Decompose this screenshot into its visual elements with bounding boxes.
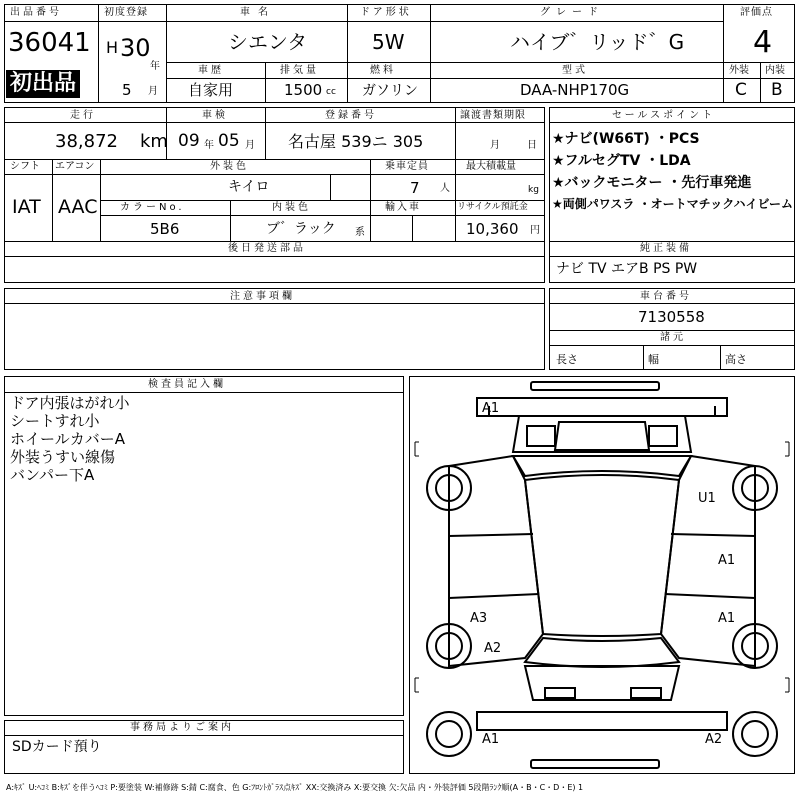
reg-year: 30 <box>120 34 151 62</box>
inspector-label: 検査員記入欄 <box>148 379 226 390</box>
divider <box>4 21 99 22</box>
damage-mark-rear-right: A2 <box>705 732 723 747</box>
score-label: 評価点 <box>740 7 773 18</box>
int-color-label: 内装色 <box>272 202 311 213</box>
inspector-note-1: ドア内張はがれ小 <box>10 394 130 412</box>
divider <box>455 159 456 241</box>
divider <box>549 122 795 123</box>
load-label: 最大積載量 <box>466 161 516 172</box>
divider <box>100 200 545 201</box>
divider <box>347 4 348 62</box>
ext-color: キイロ <box>228 179 270 195</box>
mileage-unit: km <box>140 131 168 152</box>
era: H <box>106 38 119 57</box>
damage-mark-left-rear-door: A3 <box>470 611 488 626</box>
shift-label: シフト <box>10 161 40 172</box>
divider <box>4 303 545 304</box>
int-color-unit: 系 <box>355 227 365 238</box>
equipment-label: 純正装備 <box>640 243 692 254</box>
height-label: 高さ <box>725 353 747 366</box>
divider <box>723 62 795 63</box>
length-label: 長さ <box>556 353 578 366</box>
recycle: 10,360 <box>466 220 519 238</box>
divider <box>166 78 723 79</box>
damage-mark-right-rear-door: A1 <box>718 611 736 626</box>
inspector-note-4: 外装うすい線傷 <box>10 448 116 466</box>
inspection-year-unit: 年 <box>204 140 214 151</box>
notes-label: 注意事項欄 <box>230 291 295 302</box>
divider <box>265 107 266 159</box>
int-grade: B <box>771 80 783 100</box>
divider <box>723 4 724 103</box>
damage-mark-rear-left: A1 <box>482 732 500 747</box>
divider <box>549 330 795 331</box>
divider <box>98 4 99 103</box>
divider <box>347 62 348 103</box>
grade-label: グレード <box>540 7 604 18</box>
int-color: ブ゛ラック <box>266 221 336 237</box>
divider <box>230 200 231 241</box>
ext-grade: C <box>735 80 747 100</box>
divider <box>549 241 795 242</box>
car-name-label: 車名 <box>240 7 276 18</box>
damage-mark-right-front-door: A1 <box>718 553 736 568</box>
reg-no-label: 登録番号 <box>325 110 377 121</box>
later-parts-label: 後日発送部品 <box>228 243 306 254</box>
divider <box>100 215 545 216</box>
capacity-unit: 人 <box>440 183 450 194</box>
ext-grade-label: 外装 <box>729 65 749 76</box>
office-label: 事務局よりご案内 <box>130 722 234 733</box>
color-no: 5B6 <box>150 220 180 238</box>
divider <box>4 256 545 257</box>
month-unit: 月 <box>148 86 158 97</box>
history: 自家用 <box>188 81 234 99</box>
ac: AAC <box>58 196 98 218</box>
import-label: 輸入車 <box>385 202 421 213</box>
damage-mark-front-right: U1 <box>698 491 716 506</box>
divider <box>100 159 101 241</box>
ac-label: エアコン <box>55 161 95 172</box>
legend: A:ｷｽﾞ U:ﾍｺﾐ B:ｷｽﾞを伴うﾍｺﾐ P:要塗装 W:補修跡 S:錆 C:腐食、色 G:ﾌﾛﾝﾄｶﾞﾗｽ点ｷｽﾞ XX:交換済み X:要交換 欠:欠品 内・外装評価 5段階ﾗﾝｸ順(A・B・C・D・E) 1 <box>6 783 584 792</box>
displacement-label: 排気量 <box>280 65 319 76</box>
model: DAA-NHP170G <box>520 81 630 99</box>
capacity-label: 乗車定員 <box>385 161 429 172</box>
inspector-note-2: シートすれ小 <box>10 412 100 430</box>
divider <box>430 4 431 62</box>
sales-point-1: ★ナビ(W66T) ・PCS <box>552 131 700 147</box>
sales-point-2: ★フルセグTV ・LDA <box>552 153 691 169</box>
dims-label: 諸元 <box>660 332 686 343</box>
ext-color-label: 外装色 <box>210 161 249 172</box>
divider <box>98 21 723 22</box>
first-reg-label: 初度登録 <box>104 7 148 18</box>
score: 4 <box>753 25 773 60</box>
recycle-label: リサイクル預託金 <box>457 202 528 212</box>
divider <box>643 345 644 370</box>
divider <box>370 159 371 241</box>
damage-mark-left-rear-wheel: A2 <box>484 641 502 656</box>
reg-no: 名古屋 539ニ 305 <box>288 132 424 151</box>
car-diagram <box>409 376 795 774</box>
lot-number-label: 出品番号 <box>10 7 62 18</box>
model-label: 型式 <box>562 65 588 76</box>
reg-month: 5 <box>122 81 132 99</box>
door-label: ドア形状 <box>360 7 412 18</box>
office-text: SDカード預り <box>12 739 102 755</box>
lot-number: 36041 <box>8 28 91 58</box>
sales-points-label: セールスポイント <box>612 110 716 121</box>
divider <box>549 303 795 304</box>
inspector-note-5: バンパー下A <box>10 466 95 484</box>
divider <box>412 215 413 241</box>
divider <box>166 62 723 63</box>
divider <box>720 345 721 370</box>
sales-point-4: ★両側パワスラ ・オートマチックハイビーム <box>552 197 794 211</box>
history-label: 車歴 <box>198 65 224 76</box>
divider <box>549 345 795 346</box>
sales-point-3: ★バックモニター ・先行車発進 <box>552 175 752 191</box>
recycle-unit: 円 <box>530 225 540 236</box>
transfer-day-unit: 日 <box>527 140 537 151</box>
capacity: 7 <box>410 179 420 197</box>
car-name: シエンタ <box>228 30 308 54</box>
inspection-year: 09 <box>178 131 200 151</box>
inspector-note-3: ホイールカバーA <box>10 430 125 448</box>
transfer-month-unit: 月 <box>490 140 500 151</box>
divider <box>4 174 545 175</box>
divider <box>4 122 545 123</box>
int-grade-label: 内装 <box>765 65 785 76</box>
transfer-label: 譲渡書類期限 <box>460 110 526 121</box>
divider <box>430 62 431 103</box>
color-no-label: カラーNo. <box>120 202 185 213</box>
door: 5W <box>372 30 405 54</box>
chassis-number: 7130558 <box>638 308 705 326</box>
divider <box>4 392 404 393</box>
equipment: ナビ TV エアB PS PW <box>556 261 698 277</box>
shift: IAT <box>12 196 41 218</box>
divider <box>4 241 545 242</box>
mileage-label: 走行 <box>70 110 96 121</box>
inspection-label: 車検 <box>202 110 228 121</box>
divider <box>166 4 167 103</box>
load-unit: kg <box>528 185 539 195</box>
displacement: 1500 <box>284 81 323 99</box>
divider <box>4 735 404 736</box>
divider <box>455 107 456 159</box>
divider <box>52 159 53 241</box>
divider <box>549 256 795 257</box>
displacement-unit: cc <box>326 87 336 97</box>
divider <box>4 159 545 160</box>
grade: ハイブ゛リッド゛G <box>510 30 685 54</box>
inspection-month-unit: 月 <box>245 140 255 151</box>
inspection-month: 05 <box>218 131 240 151</box>
fuel-label: 燃料 <box>370 65 396 76</box>
divider <box>723 78 795 79</box>
chassis-label: 車台番号 <box>640 291 692 302</box>
mileage: 38,872 <box>55 131 118 152</box>
damage-mark-front-left: A1 <box>482 401 500 416</box>
fuel: ガソリン <box>362 83 418 99</box>
year-unit: 年 <box>150 61 160 72</box>
divider <box>330 174 331 200</box>
divider <box>760 62 761 103</box>
divider <box>265 62 266 103</box>
first-listing-badge: 初出品 <box>6 70 80 98</box>
width-label: 幅 <box>648 353 659 366</box>
